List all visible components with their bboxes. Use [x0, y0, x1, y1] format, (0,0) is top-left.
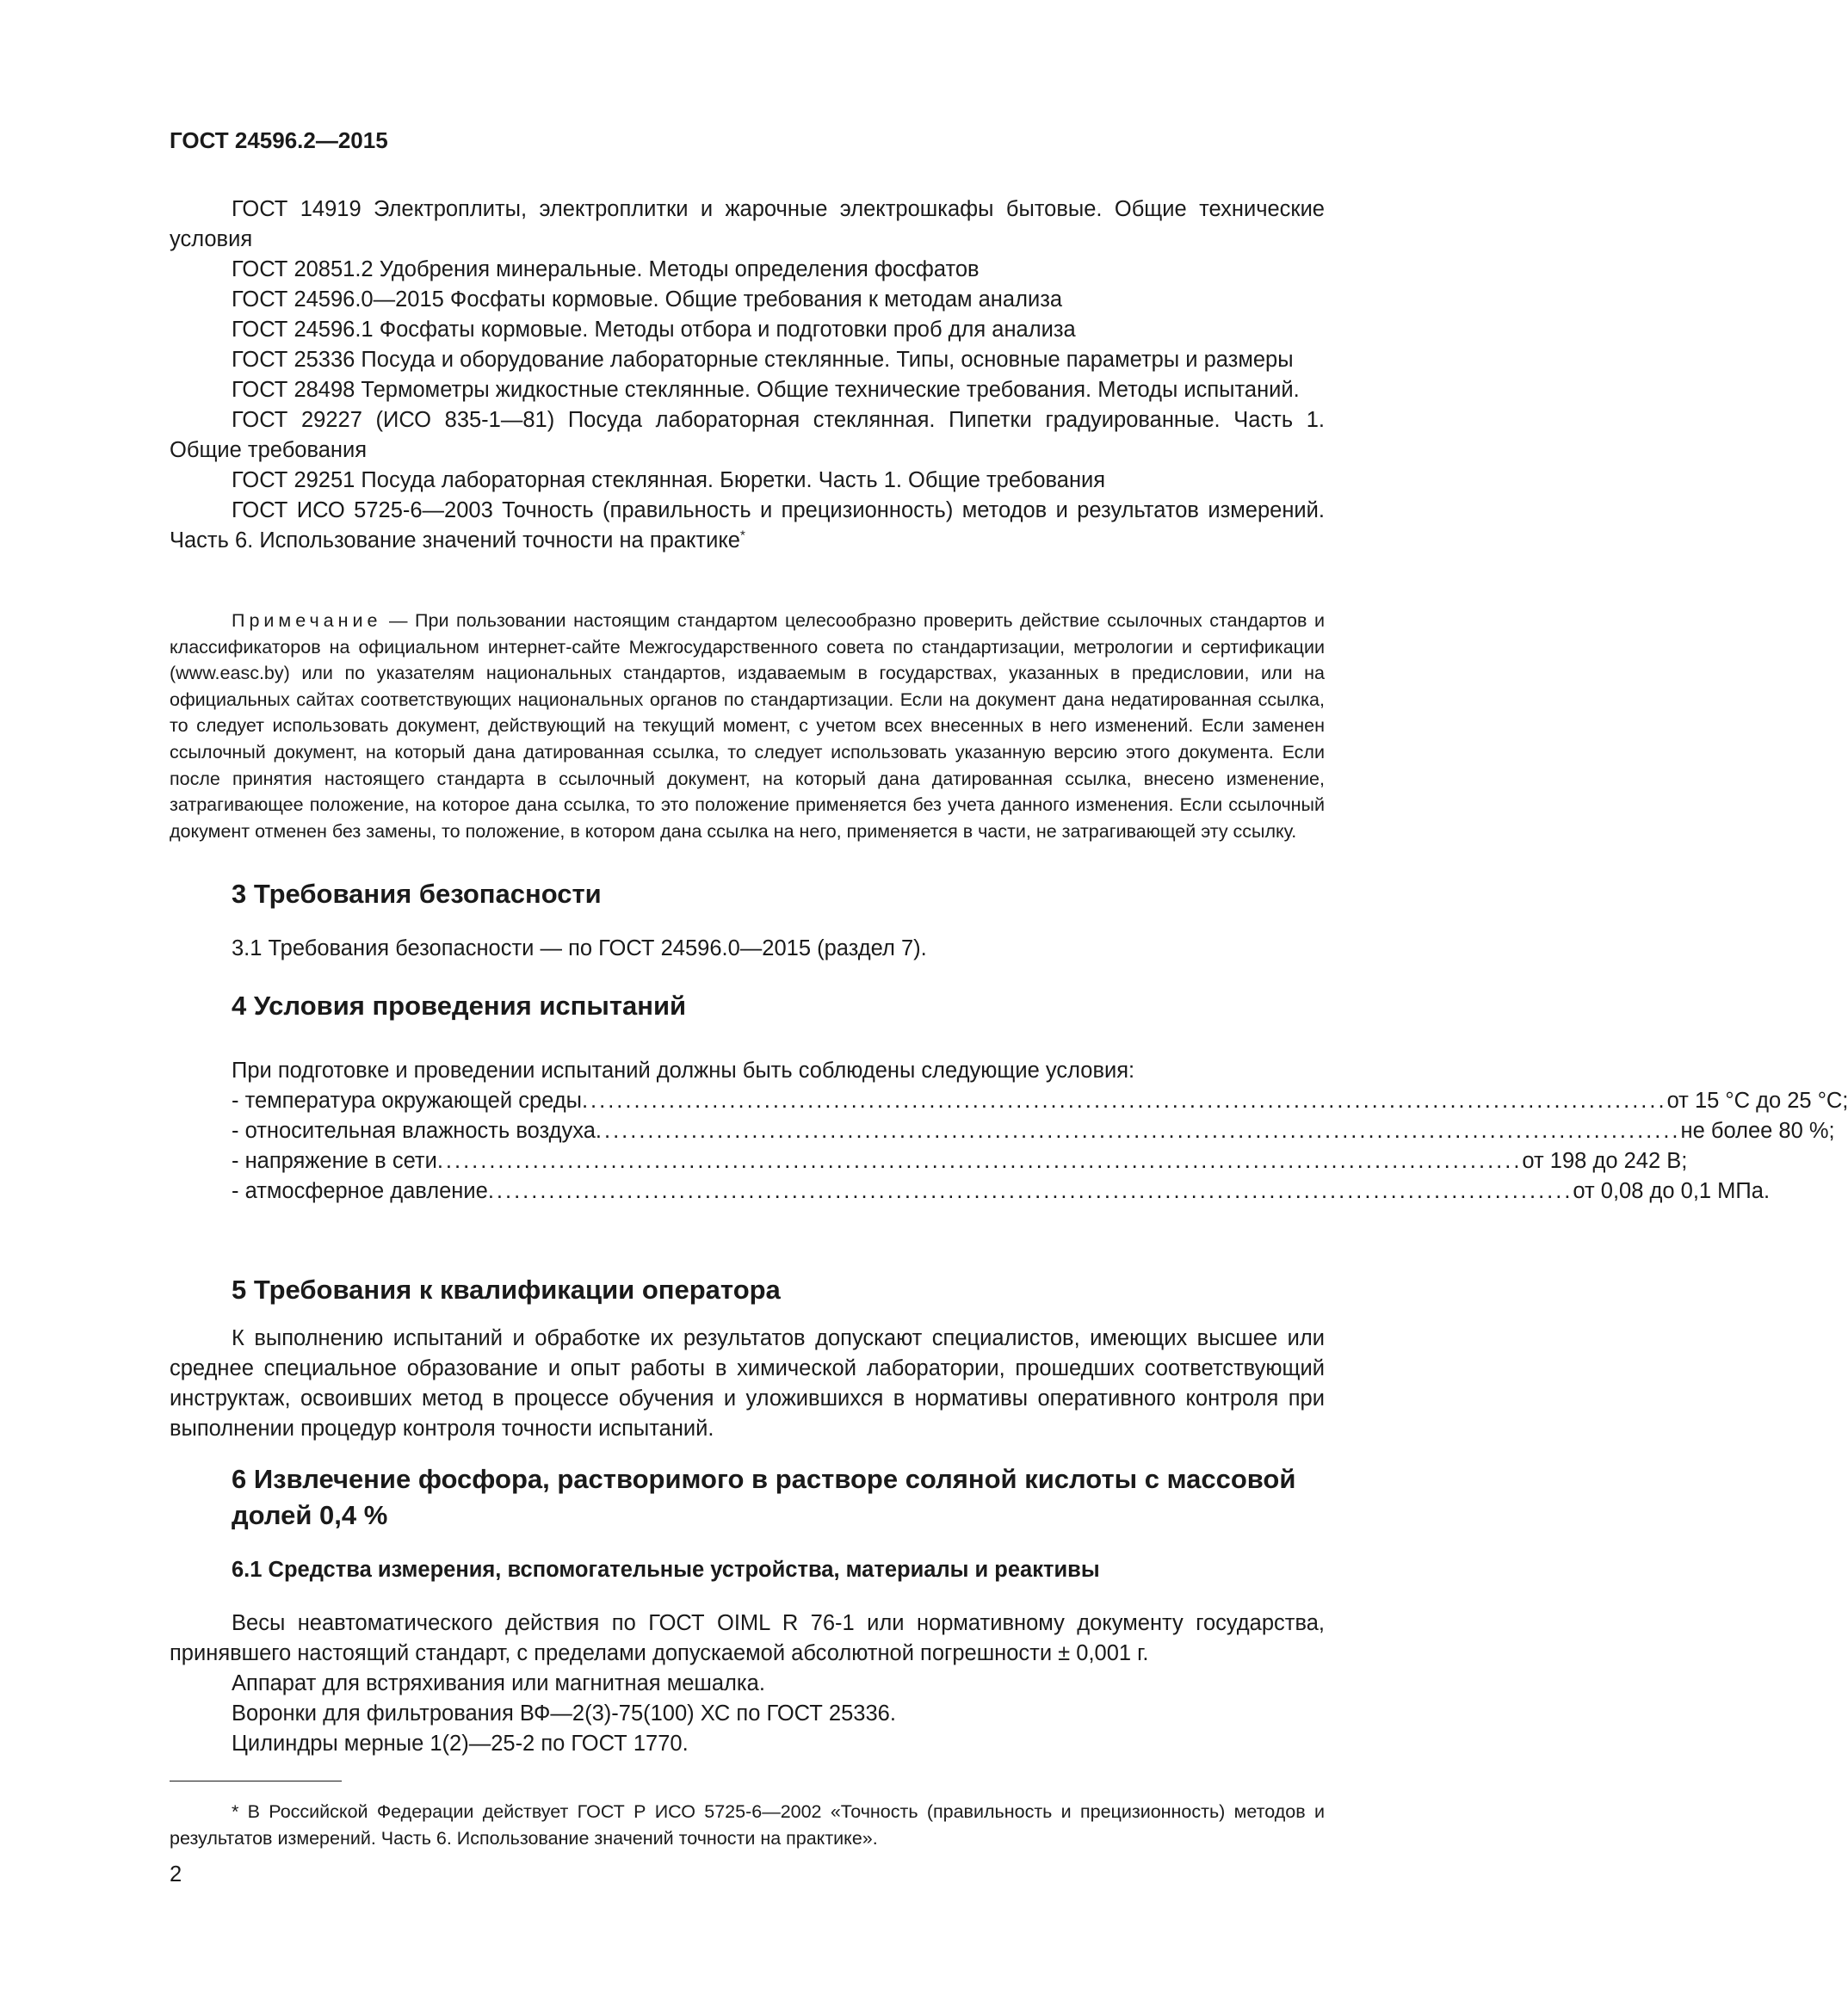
document-header: ГОСТ 24596.2—2015 [170, 127, 388, 153]
condition-label: - относительная влажность воздуха [232, 1119, 596, 1143]
condition-row [232, 1116, 1835, 1146]
condition-value: от 0,08 до 0,1 МПа. [1573, 1179, 1771, 1203]
condition-value: не более 80 %; [1680, 1119, 1835, 1143]
reference-item: ГОСТ 24596.1 Фосфаты кормовые. Методы отбора и подготовки проб для анализа [232, 318, 1076, 342]
dot-leader: ............................................................................................................................. [595, 1119, 1681, 1143]
footnote-mark: * [739, 528, 745, 543]
equipment-item: Воронки для фильтрования ВФ—2(3)-75(100) ХС по ГОСТ 25336. [232, 1701, 896, 1726]
dot-leader: ............................................................................................................................. [436, 1149, 1523, 1173]
reference-item: ГОСТ 14919 Электроплиты, электроплитки и жарочные электрошкафы бытовые. Общие технические условия [170, 197, 1325, 251]
condition-label: - атмосферное давление [232, 1179, 488, 1203]
reference-item: ГОСТ 29251 Посуда лабораторная стеклянная. Бюретки. Часть 1. Общие требования [232, 468, 1106, 492]
condition-row [232, 1176, 1771, 1207]
section-3-heading: 3 Требования безопасности [232, 879, 602, 909]
condition-value: от 198 до 242 В; [1522, 1149, 1688, 1173]
equipment-item: Аппарат для встряхивания или магнитная мешалка. [232, 1671, 765, 1695]
equipment-item: Цилиндры мерные 1(2)—25-2 по ГОСТ 1770. [232, 1732, 689, 1756]
section-4-intro: При подготовке и проведении испытаний должны быть соблюдены следующие условия: [232, 1059, 1135, 1083]
reference-item: ГОСТ 20851.2 Удобрения минеральные. Методы определения фосфатов [232, 257, 980, 281]
conditions-list [232, 1086, 1848, 1207]
reference-item: ГОСТ 25336 Посуда и оборудование лабораторные стеклянные. Типы, основные параметры и размеры [232, 348, 1294, 372]
dot-leader: ............................................................................................................................. [581, 1089, 1667, 1113]
equipment-item: Весы неавтоматического действия по ГОСТ OIML R 76-1 или нормативному документу государства, принявшего настоящий стандарт, с пределами допускаемой абсолютной погрешности ± 0,001 г. [170, 1611, 1325, 1665]
normative-references [170, 195, 1325, 556]
reference-item-with-footnote [170, 496, 1325, 556]
section-5-text: К выполнению испытаний и обработке их результатов допускают специалистов, имеющих высшее или среднее специальное образование и опыт работы в химической лаборатории, прошедших соответствующий инструктаж, освоивших метод в процессе обучения и уложившихся в нормативы оперативного контроля при выполнении процедур контроля точности испытаний. [170, 1326, 1325, 1441]
section-3-text: 3.1 Требования безопасности — по ГОСТ 24596.0—2015 (раздел 7). [232, 936, 927, 960]
section-6-1-heading: 6.1 Средства измерения, вспомогательные устройства, материалы и реактивы [232, 1558, 1100, 1582]
note-label: Примечание [232, 610, 382, 631]
condition-row [232, 1086, 1848, 1116]
section-4-heading: 4 Условия проведения испытаний [232, 991, 687, 1021]
page-number: 2 [170, 1862, 182, 1886]
section-6-1-items [170, 1609, 1325, 1759]
condition-row [232, 1146, 1688, 1176]
reference-item: ГОСТ 28498 Термометры жидкостные стеклянные. Общие технические требования. Методы испытаний. [232, 378, 1300, 402]
reference-text: ГОСТ ИСО 5725-6—2003 Точность (правильность и прецизионность) методов и результатов измерений. Часть 6. Использование значений точности на практике [170, 498, 1325, 553]
reference-item: ГОСТ 24596.0—2015 Фосфаты кормовые. Общие требования к методам анализа [232, 287, 1063, 312]
reference-item: ГОСТ 29227 (ИСО 835-1—81) Посуда лабораторная стеклянная. Пипетки градуированные. Часть 1. Общие требования [170, 408, 1325, 462]
condition-value: от 15 °С до 25 °С; [1666, 1089, 1848, 1113]
section-6-heading: 6 Извлечение фосфора, растворимого в растворе соляной кислоты с массовой долей 0,4 % [232, 1464, 1296, 1530]
note-paragraph [170, 608, 1325, 844]
condition-label: - температура окружающей среды [232, 1089, 582, 1113]
dot-leader: ............................................................................................................................. [487, 1179, 1573, 1203]
note-text: — При пользовании настоящим стандартом целесообразно проверить действие ссылочных стандартов и классификаторов на официальном интернет-сайте Межгосударственного совета по стандартизации, метрологии и сертификации (www.easc.by) или по указателям национальных стандартов, издаваемым в государствах, указанных в предисловии, или на официальных сайтах соответствующих национальных органов по стандартизации. Если на документ дана недатированная ссылка, то следует использовать документ, действующий на текущий момент, с учетом всех внесенных в него изменений. Если заменен ссылочный документ, на который дана датированная ссылка, то следует использовать указанную версию этого документа. Если после принятия настоящего стандарта в ссылочный документ, на который дана датированная ссылка, внесено изменение, затрагивающее положение, на которое дана ссылка, то это положение применяется без учета данного изменения. Если ссылочный документ отменен без замены, то положение, в котором дана ссылка на него, применяется в части, не затрагивающей эту ссылку. [170, 610, 1325, 842]
condition-label: - напряжение в сети [232, 1149, 437, 1173]
section-5-heading: 5 Требования к квалификации оператора [232, 1275, 781, 1305]
footnote: * В Российской Федерации действует ГОСТ Р ИСО 5725-6—2002 «Точность (правильность и прецизионность) методов и результатов измерений. Часть 6. Использование значений точности на практике». [170, 1801, 1325, 1849]
